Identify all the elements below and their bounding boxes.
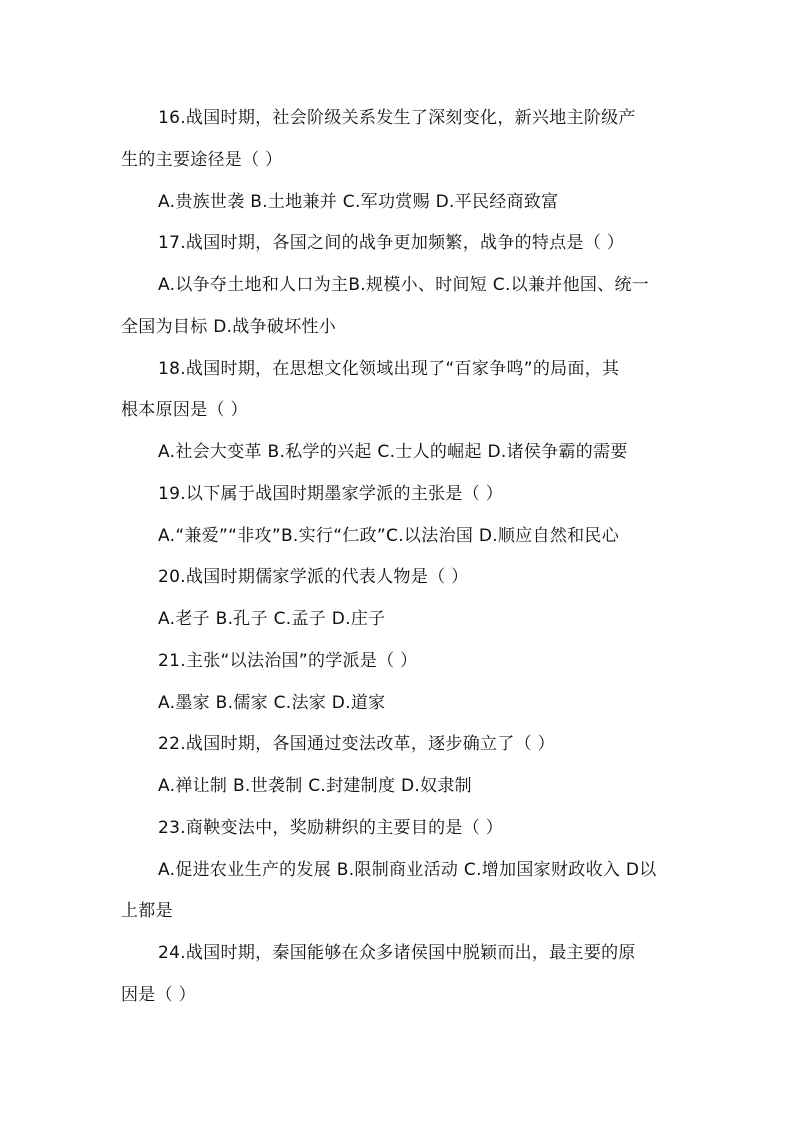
question-19-text: 19.以下属于战国时期墨家学派的主张是（ ） [158,484,504,504]
question-16-text-cont: 生的主要途径是（ ） [121,150,283,170]
question-17-options-cont: 全国为目标 D.战争破坏性小 [121,317,337,337]
question-24-text: 24.战国时期，秦国能够在众多诸侯国中脱颖而出，最主要的原 [158,943,636,963]
question-16-options: A.贵族世袭 B.土地兼并 C.军功赏赐 D.平民经商致富 [158,192,559,212]
question-23-text: 23.商鞅变法中，奖励耕织的主要目的是（ ） [158,818,504,838]
question-18-options: A.社会大变革 B.私学的兴起 C.士人的崛起 D.诸侯争霸的需要 [158,442,628,462]
question-20-text: 20.战国时期儒家学派的代表人物是（ ） [158,567,469,587]
question-18-text: 18.战国时期，在思想文化领域出现了“百家争鸣”的局面，其 [158,359,620,379]
question-22-options: A.禅让制 B.世袭制 C.封建制度 D.奴隶制 [158,776,472,796]
question-21-options: A.墨家 B.儒家 C.法家 D.道家 [158,693,386,713]
question-18-text-cont: 根本原因是（ ） [121,400,248,420]
question-17-text: 17.战国时期，各国之间的战争更加频繁，战争的特点是（ ） [158,233,625,253]
question-17-options: A.以争夺土地和人口为主B.规模小、时间短 C.以兼并他国、统一 [158,275,650,295]
question-20-options: A.老子 B.孔子 C.孟子 D.庄子 [158,609,386,629]
question-21-text: 21.主张“以法治国”的学派是（ ） [158,651,418,671]
question-24-text-cont: 因是（ ） [121,985,196,1005]
question-16-text: 16.战国时期，社会阶级关系发生了深刻变化，新兴地主阶级产 [158,108,636,128]
question-22-text: 22.战国时期，各国通过变法改革，逐步确立了（ ） [158,734,555,754]
question-23-options-cont: 上都是 [121,901,173,921]
question-19-options: A.“兼爱”“非攻”B.实行“仁政”C.以法治国 D.顺应自然和民心 [158,526,620,546]
question-23-options: A.促进农业生产的发展 B.限制商业活动 C.增加国家财政收入 D以 [158,860,657,880]
